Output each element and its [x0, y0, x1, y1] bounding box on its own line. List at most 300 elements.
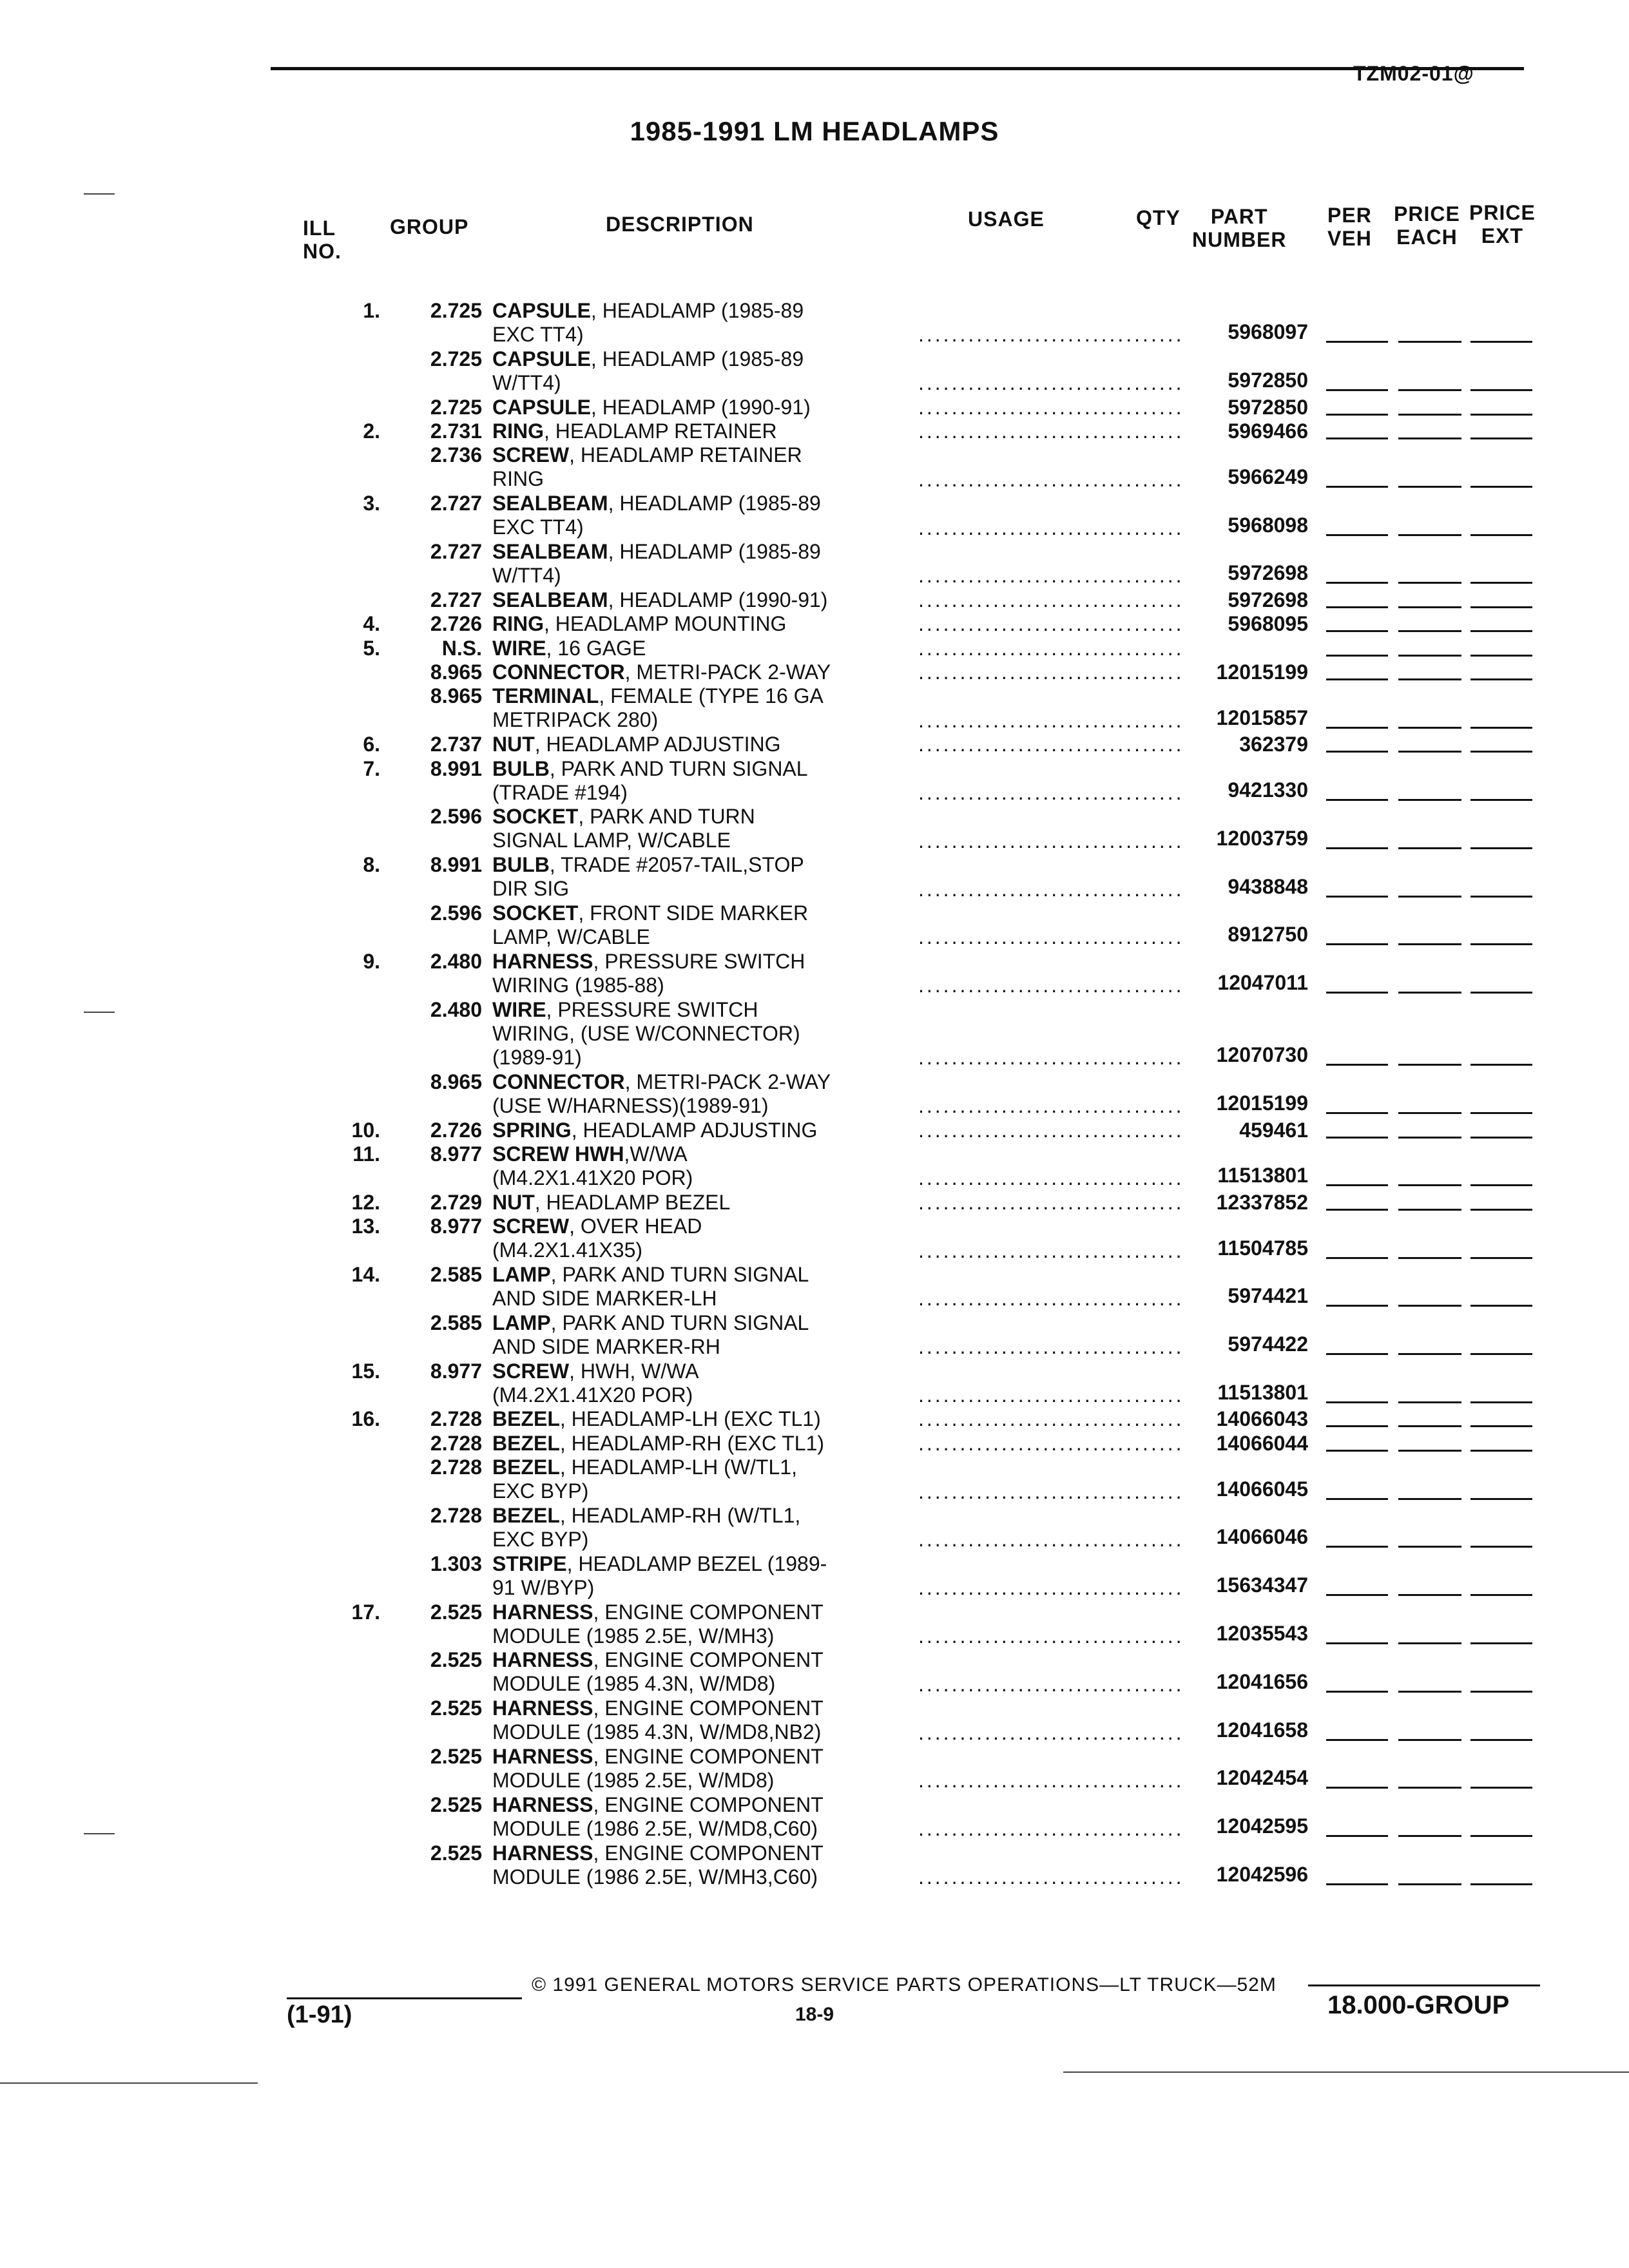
description-text: , HEADLAMP (1985-89: [590, 347, 804, 370]
part-number: 5974421: [1228, 1284, 1308, 1308]
price-ext-blank: [1470, 1546, 1532, 1548]
description-line: [492, 950, 905, 974]
part-number: 12015199: [1216, 660, 1308, 684]
part-name: WIRE: [492, 997, 546, 1021]
price-ext-blank: [1470, 678, 1532, 680]
part-name: CONNECTOR: [492, 660, 625, 684]
price-each-blank: [1398, 799, 1461, 801]
description: [492, 901, 905, 949]
table-row: [0, 1215, 1629, 1263]
price-each-blank: [1398, 630, 1461, 632]
ill-number: 16.: [351, 1407, 380, 1431]
table-row: [0, 805, 1629, 853]
col-header-description: DESCRIPTION: [606, 213, 754, 236]
col-header-per-veh: [1327, 204, 1372, 250]
table-row: [0, 419, 1629, 443]
description-line: [492, 1696, 905, 1720]
group-number: 8.965: [430, 1070, 482, 1093]
price-ext-blank: [1470, 1184, 1532, 1186]
group-number: 2.480: [430, 997, 482, 1021]
description-text: , ENGINE COMPONENT: [593, 1841, 824, 1865]
price-each-blank: [1398, 606, 1461, 608]
table-row: [0, 1600, 1629, 1649]
price-each-blank: [1398, 1594, 1461, 1596]
table-row: [0, 347, 1629, 396]
group-number: 2.725: [430, 395, 482, 419]
description-text: , PARK AND TURN SIGNAL: [549, 756, 808, 780]
part-number: 12070730: [1216, 1043, 1308, 1067]
price-each-blank: [1398, 751, 1461, 753]
description-text: , METRI-PACK 2-WAY: [624, 1070, 831, 1093]
group-number: 2.725: [430, 299, 482, 322]
group-number: 8.991: [430, 853, 482, 877]
description-line: (TRADE #194): [492, 780, 628, 804]
description-line: [492, 1745, 905, 1769]
price-each-blank: [1398, 1739, 1461, 1741]
per-veh-blank: [1326, 1787, 1388, 1789]
description: [492, 540, 905, 588]
price-ext-blank: [1470, 630, 1532, 632]
description-line: (M4.2X1.41X20 POR): [492, 1383, 693, 1407]
price-ext-blank: [1470, 1112, 1532, 1114]
per-veh-blank: [1326, 1425, 1388, 1427]
description-text: , HWH, W/WA: [569, 1359, 699, 1383]
price-ext-blank: [1470, 727, 1532, 729]
part-number: 5966249: [1228, 465, 1308, 488]
dot-leader: ................................: [918, 1190, 1184, 1214]
description-line: EXC TT4): [492, 515, 584, 539]
description: [492, 757, 905, 805]
per-veh-blank: [1326, 1546, 1388, 1548]
group-number: 2.729: [430, 1190, 482, 1214]
description-line: [492, 637, 905, 660]
footer-rule-left: [287, 1997, 522, 1999]
per-veh-blank: [1326, 1883, 1388, 1885]
ill-number: 2.: [363, 419, 380, 443]
part-name: WIRE: [492, 636, 546, 660]
footer-edition: (1-91): [287, 2001, 352, 2028]
table-row: [0, 757, 1629, 805]
part-number: 12041658: [1216, 1718, 1308, 1742]
top-rule: [271, 67, 1524, 70]
per-veh-blank: [1326, 896, 1388, 898]
description: [492, 1793, 905, 1841]
part-name: SEALBEAM: [492, 588, 608, 611]
table-row: [0, 492, 1629, 540]
part-number: 11513801: [1217, 1380, 1308, 1404]
description: [492, 1311, 905, 1359]
per-veh-blank: [1326, 799, 1388, 801]
footer-rule-right: [1308, 1984, 1540, 1986]
description: [492, 1504, 905, 1552]
description: [492, 1142, 905, 1190]
part-number: 5969466: [1228, 419, 1308, 443]
description: [492, 396, 905, 419]
group-number: N.S.: [441, 636, 482, 660]
group-number: 8.977: [430, 1215, 482, 1238]
group-number: 2.728: [430, 1407, 482, 1431]
part-name: HARNESS: [492, 1841, 593, 1865]
description-text: , PARK AND TURN: [578, 805, 755, 829]
price-each-blank: [1398, 341, 1461, 343]
per-veh-blank: [1326, 1594, 1388, 1596]
description-line: [492, 612, 905, 636]
dot-leader: ................................: [918, 323, 1184, 347]
dot-leader: ................................: [918, 1624, 1184, 1648]
group-number: 2.726: [430, 612, 482, 636]
part-name: HARNESS: [492, 1745, 593, 1768]
dot-leader: ................................: [918, 395, 1184, 419]
dot-leader: ................................: [918, 1407, 1184, 1431]
table-row: [0, 1407, 1629, 1431]
ill-number: 12.: [351, 1190, 380, 1214]
description-text: , HEADLAMP ADJUSTING: [534, 733, 781, 756]
description: [492, 492, 905, 539]
description: [492, 1360, 905, 1407]
description-line: [492, 1841, 905, 1865]
description-text: , METRI-PACK 2-WAY: [624, 660, 831, 684]
price-ext-blank: [1470, 1450, 1532, 1452]
part-number: 11513801: [1217, 1164, 1308, 1187]
group-number: 2.596: [430, 805, 482, 829]
description-line: EXC BYP): [492, 1479, 589, 1503]
part-number: 5968097: [1228, 320, 1308, 344]
table-row: [0, 1263, 1629, 1311]
description: [492, 1215, 905, 1262]
col-header-veh: VEH: [1327, 227, 1372, 250]
description: [492, 998, 905, 1070]
part-name: HARNESS: [492, 1696, 593, 1720]
description-line: [492, 684, 905, 708]
col-header-ill: ILL: [303, 216, 336, 240]
dot-leader: ................................: [918, 1046, 1184, 1070]
price-ext-blank: [1470, 1883, 1532, 1885]
page-title: 1985-1991 LM HEADLAMPS: [630, 116, 999, 146]
description-line: EXC TT4): [492, 323, 584, 346]
per-veh-blank: [1326, 630, 1388, 632]
price-each-blank: [1398, 414, 1461, 416]
description-line: [492, 660, 905, 684]
dot-leader: ................................: [918, 1720, 1184, 1744]
table-row: [0, 612, 1629, 636]
part-number: 15634347: [1216, 1573, 1308, 1597]
dot-leader: ................................: [918, 467, 1184, 491]
group-number: 2.731: [430, 419, 482, 443]
col-header-group: GROUP: [390, 215, 469, 238]
per-veh-blank: [1326, 1209, 1388, 1211]
per-veh-blank: [1326, 847, 1388, 849]
part-number: 12041656: [1216, 1669, 1308, 1693]
price-each-blank: [1398, 1883, 1461, 1885]
ill-number: 6.: [363, 733, 380, 756]
col-header-part-number: [1192, 205, 1286, 251]
scan-edge-mark: [84, 1833, 115, 1834]
table-row: [0, 443, 1629, 492]
price-ext-blank: [1470, 389, 1532, 391]
per-veh-blank: [1326, 1112, 1388, 1114]
col-header-qty: QTY: [1136, 206, 1181, 229]
part-name: BULB: [492, 853, 550, 877]
part-number: 12042454: [1216, 1766, 1308, 1790]
price-each-blank: [1398, 1546, 1461, 1548]
group-number: 2.525: [430, 1696, 482, 1720]
description-text: , ENGINE COMPONENT: [593, 1696, 824, 1720]
table-row: [0, 1696, 1629, 1745]
description-text: , ENGINE COMPONENT: [593, 1648, 824, 1672]
per-veh-blank: [1326, 1184, 1388, 1186]
ill-number: 15.: [351, 1359, 380, 1383]
price-ext-blank: [1470, 341, 1532, 343]
description: [492, 1648, 905, 1696]
table-row: [0, 540, 1629, 588]
part-name: HARNESS: [492, 949, 593, 973]
dot-leader: ................................: [918, 1817, 1184, 1841]
part-number: 8912750: [1228, 923, 1308, 947]
price-ext-blank: [1470, 1691, 1532, 1693]
part-name: HARNESS: [492, 1648, 593, 1672]
col-header-price-each: [1394, 202, 1460, 249]
table-row: [0, 1552, 1629, 1600]
footer-group-label: 18.000-GROUP: [1327, 1991, 1510, 2019]
description-text: , HEADLAMP BEZEL: [534, 1190, 731, 1214]
description-text: , HEADLAMP (1985-89: [590, 299, 804, 322]
description: [492, 443, 905, 491]
table-row: [0, 1504, 1629, 1552]
description-line: [492, 998, 905, 1022]
description: [492, 1407, 905, 1431]
dot-leader: ................................: [918, 660, 1184, 684]
part-name: BEZEL: [492, 1431, 560, 1455]
part-name: SCREW HWH: [492, 1142, 624, 1166]
description: [492, 1600, 905, 1648]
per-veh-blank: [1326, 389, 1388, 391]
group-number: 2.728: [430, 1431, 482, 1455]
description-line: [492, 1119, 905, 1142]
dot-leader: ................................: [918, 877, 1184, 901]
description: [492, 1191, 905, 1215]
description-text: , HEADLAMP-RH (W/TL1,: [559, 1504, 801, 1527]
part-name: HARNESS: [492, 1792, 593, 1816]
per-veh-blank: [1326, 582, 1388, 584]
description: [492, 1070, 905, 1118]
table-row: [0, 637, 1629, 660]
per-veh-blank: [1326, 414, 1388, 416]
description-line: (1989-91): [492, 1045, 582, 1069]
per-veh-blank: [1326, 1835, 1388, 1837]
table-row: [0, 1456, 1629, 1504]
per-veh-blank: [1326, 727, 1388, 729]
description-text: , HEADLAMP BEZEL (1989-: [566, 1552, 827, 1575]
per-veh-blank: [1326, 751, 1388, 753]
part-number: 5968098: [1228, 513, 1308, 537]
price-ext-blank: [1470, 1739, 1532, 1741]
price-each-blank: [1398, 1450, 1461, 1452]
description: [492, 299, 905, 347]
per-veh-blank: [1326, 655, 1388, 657]
part-number: 12015199: [1216, 1091, 1308, 1115]
description: [492, 637, 905, 660]
description-text: , HEADLAMP (1985-89: [608, 492, 821, 515]
part-name: SOCKET: [492, 805, 579, 829]
dot-leader: ................................: [918, 733, 1184, 756]
description-text: , PRESSURE SWITCH: [593, 949, 805, 973]
per-veh-blank: [1326, 1739, 1388, 1741]
ill-number: 5.: [363, 636, 380, 660]
description-text: , HEADLAMP-LH (EXC TL1): [559, 1407, 821, 1431]
description-line: [492, 901, 905, 925]
description: [492, 805, 905, 852]
col-header-per: PER: [1327, 204, 1372, 227]
table-row: [0, 1119, 1629, 1142]
group-number: 2.525: [430, 1648, 482, 1672]
ill-number: 7.: [363, 756, 380, 780]
dot-leader: ................................: [918, 1094, 1184, 1118]
price-ext-blank: [1470, 1642, 1532, 1644]
price-each-blank: [1398, 896, 1461, 898]
price-each-blank: [1398, 1112, 1461, 1114]
group-number: 2.726: [430, 1118, 482, 1142]
price-each-blank: [1398, 1064, 1461, 1066]
part-name: SPRING: [492, 1118, 572, 1142]
description-line: [492, 853, 905, 877]
group-number: 2.525: [430, 1792, 482, 1816]
description-line: MODULE (1986 2.5E, W/MD8,C60): [492, 1816, 818, 1840]
group-number: 8.977: [430, 1359, 482, 1383]
description: [492, 612, 905, 636]
table-row: [0, 853, 1629, 901]
dot-leader: ................................: [918, 1431, 1184, 1455]
description-line: [492, 1456, 905, 1479]
part-name: RING: [492, 419, 544, 443]
per-veh-blank: [1326, 1498, 1388, 1500]
description: [492, 733, 905, 756]
description: [492, 1745, 905, 1792]
group-number: 2.737: [430, 733, 482, 756]
price-each-blank: [1398, 1184, 1461, 1186]
part-name: TERMINAL: [492, 684, 599, 708]
description-line: 91 W/BYP): [492, 1575, 595, 1599]
per-veh-blank: [1326, 1401, 1388, 1403]
table-row: [0, 950, 1629, 998]
part-number: 12003759: [1216, 826, 1308, 850]
description-line: [492, 1191, 905, 1215]
description: [492, 853, 905, 901]
part-number: 5974422: [1228, 1332, 1308, 1356]
table-row: [0, 901, 1629, 950]
table-row: [0, 684, 1629, 733]
col-header-part: PART: [1210, 205, 1268, 228]
description-line: [492, 443, 905, 467]
price-ext-blank: [1470, 582, 1532, 584]
price-each-blank: [1398, 678, 1461, 680]
per-veh-blank: [1326, 678, 1388, 680]
description-line: [492, 540, 905, 564]
description: [492, 1552, 905, 1600]
description-line: LAMP, W/CABLE: [492, 925, 650, 948]
description-line: [492, 1504, 905, 1528]
description-line: (USE W/HARNESS)(1989-91): [492, 1093, 769, 1117]
part-number: 12337852: [1216, 1190, 1308, 1214]
description: [492, 684, 905, 732]
part-name: NUT: [492, 733, 535, 756]
group-number: 2.727: [430, 492, 482, 515]
ill-number: 3.: [363, 492, 380, 515]
part-number: 14066044: [1216, 1431, 1308, 1455]
description-line: [492, 1552, 905, 1576]
part-name: LAMP: [492, 1311, 551, 1334]
per-veh-blank: [1326, 1450, 1388, 1452]
price-each-blank: [1398, 943, 1461, 945]
part-name: LAMP: [492, 1263, 551, 1286]
group-number: 8.977: [430, 1142, 482, 1166]
part-name: SEALBEAM: [492, 540, 608, 563]
description-line: MODULE (1985 4.3N, W/MD8,NB2): [492, 1720, 822, 1744]
description-line: [492, 419, 905, 443]
price-each-blank: [1398, 1498, 1461, 1500]
per-veh-blank: [1326, 606, 1388, 608]
description-line: [492, 1432, 905, 1456]
price-ext-blank: [1470, 1594, 1532, 1596]
dot-leader: ................................: [918, 371, 1184, 395]
description-text: , FRONT SIDE MARKER: [578, 901, 809, 925]
description: [492, 1456, 905, 1503]
price-ext-blank: [1470, 486, 1532, 488]
ill-number: 8.: [363, 853, 380, 877]
ill-number: 17.: [351, 1600, 380, 1624]
part-number: 14066043: [1216, 1407, 1308, 1431]
description-line: AND SIDE MARKER-LH: [492, 1287, 717, 1310]
description-text: , PARK AND TURN SIGNAL: [550, 1263, 809, 1286]
description-line: W/TT4): [492, 370, 561, 394]
part-number: 9438848: [1228, 874, 1308, 898]
description-line: [492, 805, 905, 829]
description-text: , HEADLAMP-RH (EXC TL1): [559, 1431, 825, 1455]
scan-edge-mark: [84, 1012, 115, 1013]
col-header-price-ext: [1469, 201, 1536, 247]
price-each-blank: [1398, 992, 1461, 994]
part-number: 459461: [1239, 1118, 1308, 1142]
part-number: 5968095: [1228, 612, 1308, 636]
part-number: 14066046: [1216, 1525, 1308, 1549]
description-text: , HEADLAMP ADJUSTING: [571, 1118, 818, 1142]
group-number: 2.596: [430, 901, 482, 925]
part-name: SOCKET: [492, 901, 579, 925]
part-name: RING: [492, 612, 544, 636]
ill-number: 1.: [363, 299, 380, 322]
part-number: 12015857: [1216, 706, 1308, 729]
table-row: [0, 1142, 1629, 1191]
per-veh-blank: [1326, 992, 1388, 994]
price-each-blank: [1398, 1401, 1461, 1403]
table-row: [0, 998, 1629, 1070]
price-ext-blank: [1470, 1353, 1532, 1355]
description-text: , HEADLAMP MOUNTING: [544, 612, 787, 636]
price-ext-blank: [1470, 606, 1532, 608]
ill-number: 13.: [351, 1215, 380, 1238]
description-line: [492, 1648, 905, 1672]
description-line: [492, 396, 905, 419]
description-line: SIGNAL LAMP, W/CABLE: [492, 829, 731, 852]
group-number: 2.727: [430, 540, 482, 563]
description-line: [492, 733, 905, 756]
group-number: 2.525: [430, 1600, 482, 1624]
description-line: MODULE (1985 2.5E, W/MD8): [492, 1769, 775, 1792]
description-line: [492, 1263, 905, 1287]
description-text: , 16 GAGE: [546, 636, 646, 660]
part-name: BEZEL: [492, 1504, 560, 1527]
description-line: [492, 1600, 905, 1624]
dot-leader: ................................: [918, 1383, 1184, 1407]
